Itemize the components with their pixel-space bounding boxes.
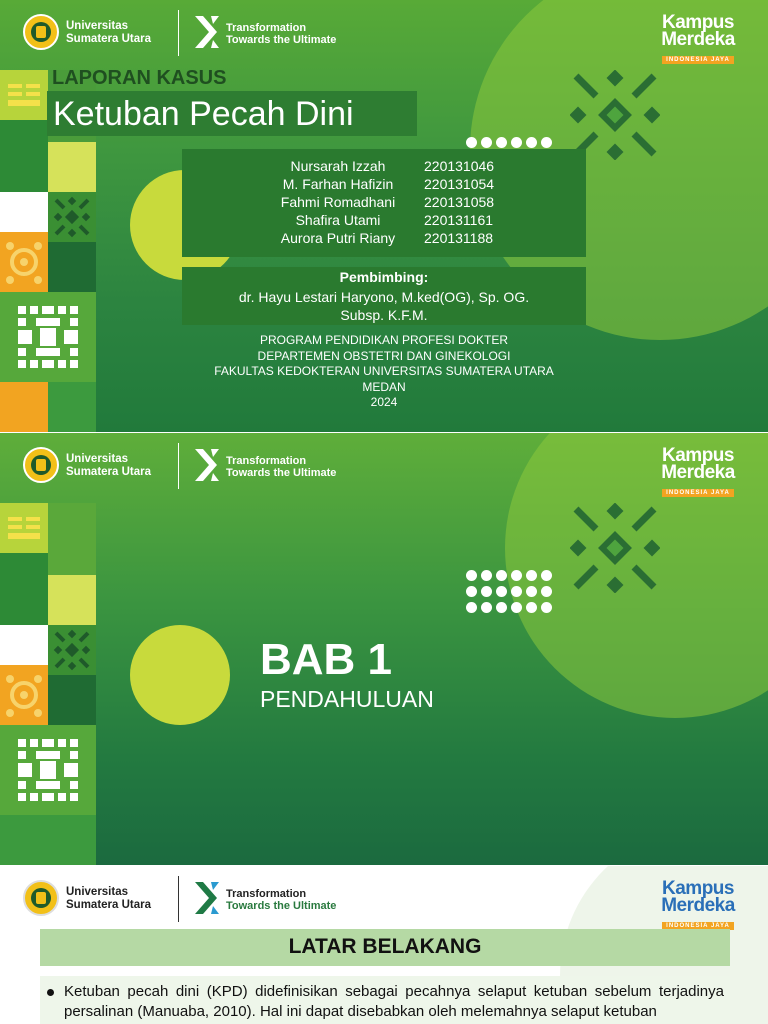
book-icon: [6, 80, 42, 110]
institution-block: [184, 333, 584, 411]
diamond-pattern-icon: [52, 196, 92, 243]
usu-logo-icon: [23, 14, 59, 50]
author-nim: 220131161: [424, 212, 494, 228]
page-title: Ketuban Pecah Dini: [53, 95, 354, 133]
usu-name: Universitas Sumatera Utara: [66, 886, 152, 911]
institution-line: FAKULTAS KEDOKTERAN UNIVERSITAS SUMATERA UTARA: [214, 364, 554, 378]
deco-left-column: [0, 0, 96, 432]
author-row: [182, 229, 586, 247]
slide-chapter: [0, 433, 768, 865]
author-list: [182, 157, 586, 247]
tagline: Transformation Towards the Ultimate: [226, 888, 337, 912]
tagline: Transformation Towards the Ultimate: [226, 455, 337, 479]
author-name: Fahmi Romadhani: [280, 194, 396, 210]
report-kicker: LAPORAN KASUS: [52, 67, 227, 89]
chapter-title: BAB 1: [260, 635, 393, 684]
institution-line: 2024: [370, 395, 398, 409]
usu-name: Universitas Sumatera Utara: [66, 20, 152, 45]
header-divider: [178, 10, 179, 56]
institution-line: MEDAN: [362, 379, 406, 394]
geometric-motif-icon: [18, 739, 78, 806]
header-divider: [178, 876, 179, 922]
slide-cover: [0, 0, 768, 432]
slide-background: [0, 866, 768, 1024]
supervisor-name: dr. Hayu Lestari Haryono, M.ked(OG), Sp. OG.: [238, 289, 530, 305]
author-nim: 220131188: [424, 230, 494, 246]
author-row: [182, 193, 586, 211]
kampus-merdeka-logo: Kampus Merdeka INDONESIA JAYA: [661, 12, 735, 63]
author-row: [182, 157, 586, 175]
header-divider: [178, 443, 179, 489]
supervisor-title: Subsp. K.F.M.: [340, 307, 428, 323]
institution-line: PROGRAM PENDIDIKAN PROFESI DOKTER: [259, 333, 509, 347]
kampus-merdeka-logo: Kampus Merdeka INDONESIA JAYA: [661, 878, 735, 929]
diamond-pattern-icon: [52, 629, 92, 676]
transformation-logo-icon: [193, 880, 225, 921]
usu-name: Universitas Sumatera Utara: [66, 453, 152, 478]
bullet-dot-icon: [47, 989, 54, 996]
author-name: Aurora Putri Riany: [280, 230, 396, 246]
author-row: [182, 211, 586, 229]
author-nim: 220131058: [424, 194, 495, 210]
author-row: [182, 175, 586, 193]
usu-logo-icon: [23, 447, 59, 483]
transformation-logo-icon: [193, 447, 225, 488]
kampus-merdeka-logo: Kampus Merdeka INDONESIA JAYA: [661, 445, 735, 496]
section-title: LATAR BELAKANG: [288, 935, 482, 958]
supervisor-label: Pembimbing:: [339, 269, 429, 285]
tagline: Transformation Towards the Ultimate: [226, 22, 337, 46]
geometric-motif-icon: [18, 306, 78, 373]
transformation-logo-icon: [193, 14, 225, 55]
author-nim: 220131054: [424, 176, 495, 192]
deco-left-column: [0, 433, 96, 865]
author-name: Nursarah Izzah: [290, 158, 386, 174]
institution-line: DEPARTEMEN OBSTETRI DAN GINEKOLOGI: [257, 348, 511, 363]
sun-icon: [4, 238, 44, 291]
author-name: M. Farhan Hafizin: [282, 176, 394, 192]
usu-logo-icon: [23, 880, 59, 916]
book-icon: [6, 513, 42, 543]
bg-circle-small: [130, 625, 230, 725]
author-nim: 220131046: [424, 158, 495, 174]
ornament-icon: [570, 503, 660, 598]
author-name: Shafira Utami: [295, 212, 381, 228]
sun-icon: [4, 671, 44, 724]
bullet-text: Ketuban pecah dini (KPD) didefinisikan sebagai pecahnya selaput ketuban sebelum terjadinya persalinan (Manuaba, 2010). Hal ini dapat disebabkan oleh melemahnya selaput ketuban: [64, 983, 724, 1020]
chapter-subtitle: PENDAHULUAN: [260, 686, 434, 712]
